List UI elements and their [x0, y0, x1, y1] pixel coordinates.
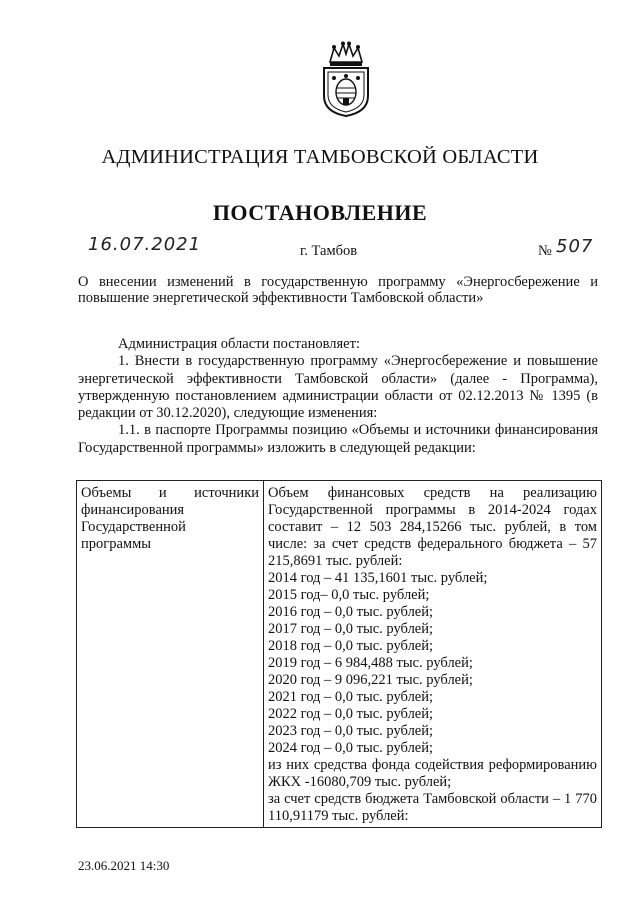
year-line: 2017 год – 0,0 тыс. рублей; — [268, 621, 434, 637]
year-line: 2016 год – 0,0 тыс. рублей; — [268, 604, 434, 620]
handwritten-number: 507 — [556, 236, 594, 257]
year-line: 2023 год – 0,0 тыс. рублей; — [268, 723, 434, 739]
fund-line: из них средства фонда содействия реформированию ЖКХ -16080,709 тыс. рублей; — [268, 757, 597, 790]
year-line: 2020 год – 9 096,221 тыс. рублей; — [268, 672, 473, 688]
body-paragraph: 1. Внести в государственную программу «Энергосбережение и повышение энергетической эффективности Тамбовской области» (далее - Программа), утвержденную постановлением администрации области от 02.12.2013 № 1395 (в редакции от 30.12.2020), следующие изменения: — [78, 353, 598, 422]
year-line: 2022 год – 0,0 тыс. рублей; — [268, 706, 434, 722]
handwritten-date: 16.07.2021 — [88, 234, 202, 255]
table-cell-value — [264, 481, 602, 828]
footer-timestamp: 23.06.2021 14:30 — [78, 858, 170, 873]
table-cell-label — [77, 481, 264, 828]
body-paragraph: Администрация области постановляет: — [118, 336, 360, 352]
document-subject: О внесении изменений в государственную программу «Энергосбережение и повышение энергетической эффективности Тамбовской области» — [78, 274, 598, 306]
table-row — [77, 481, 602, 828]
coat-of-arms-emblem — [316, 40, 376, 118]
organization-name: АДМИНИСТРАЦИЯ ТАМБОВСКОЙ ОБЛАСТИ — [101, 146, 539, 168]
passport-table — [76, 480, 602, 828]
year-line: 2018 год – 0,0 тыс. рублей; — [268, 638, 434, 654]
regional-budget-line: за счет средств бюджета Тамбовской области – 1 770 110,91179 тыс. рублей: — [268, 791, 597, 824]
year-line: 2019 год – 6 984,488 тыс. рублей; — [268, 655, 473, 671]
body-paragraph: 1.1. в паспорте Программы позицию «Объемы и источники финансирования Государственной программы» изложить в следующей редакции: — [78, 422, 598, 456]
document-type-title: ПОСТАНОВЛЕНИЕ — [212, 200, 428, 225]
year-line: 2014 год – 41 135,1601 тыс. рублей; — [268, 570, 488, 586]
year-line: 2024 год – 0,0 тыс. рублей; — [268, 740, 434, 756]
year-line: 2015 год– 0,0 тыс. рублей; — [268, 587, 430, 603]
funding-intro: Объем финансовых средств на реализацию Государственной программы в 2014-2024 годах составит – 12 503 284,15266 тыс. рублей, в том числе: за счет средств федерального бюджета – 57 215,8691 тыс. рублей: — [268, 485, 597, 569]
number-label: № — [538, 243, 552, 259]
year-line: 2021 год – 0,0 тыс. рублей; — [268, 689, 434, 705]
city-label: г. Тамбов — [300, 243, 358, 259]
document-body — [78, 336, 598, 457]
funding-label: Объемы и источники финансирования Государственной программы — [81, 485, 259, 552]
